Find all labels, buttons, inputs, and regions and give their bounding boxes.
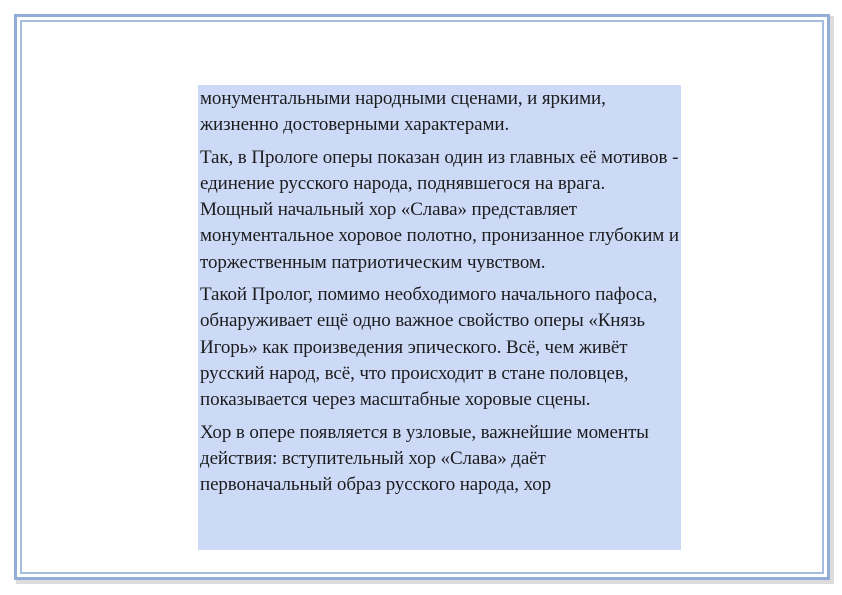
paragraph: монументальными народными сценами, и яркими, жизненно достоверными характерами. bbox=[200, 88, 606, 136]
slide-shadow bbox=[16, 580, 834, 584]
slide-shadow bbox=[830, 16, 834, 582]
paragraph: Так, в Прологе оперы показан один из главных её мотивов - единение русского народа, поднявшегося на врага. Мощный начальный хор «Слава» представляет монументальное хоровое полотно, пронизанное глубоким и торжественным патриотическим чувством. bbox=[200, 146, 679, 273]
text-block bbox=[198, 85, 681, 550]
paragraph: Хор в опере появляется в узловые, важнейшие моменты действия: вступительный хор «Слава» даёт первоначальный образ русского народа, хор bbox=[200, 421, 649, 496]
paragraph: Такой Пролог, помимо необходимого начального пафоса, обнаруживает ещё одно важное свойство оперы «Князь Игорь» как произведения эпического. Всё, чем живёт русский народ, всё, что происходит в стане половцев, показывается через масштабные хоровые сцены. bbox=[200, 284, 658, 411]
